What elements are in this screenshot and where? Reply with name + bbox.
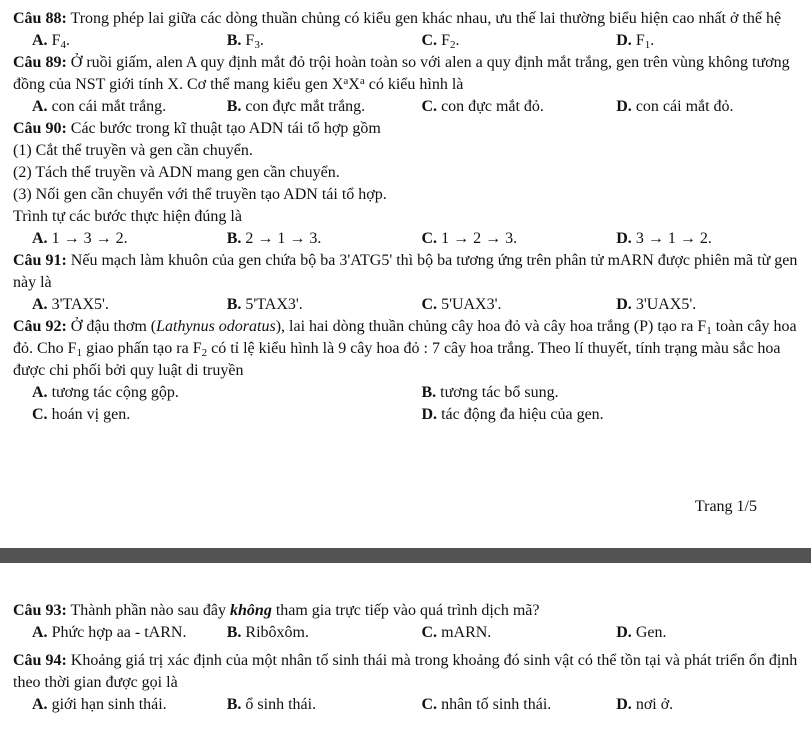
answer-options	[13, 694, 811, 716]
option-b[interactable]: B. Ribôxôm.	[226, 624, 309, 641]
step-3: (3) Nối gen cần chuyển với thể truyền tạo ADN tái tổ hợp.	[13, 186, 387, 203]
question-number: Câu 91:	[13, 252, 67, 269]
question-88	[0, 8, 811, 52]
question-number: Câu 90:	[13, 120, 67, 137]
option-d[interactable]: D. $F_1$.	[616, 32, 655, 51]
step-1: (1) Cắt thể truyền và gen cần chuyển.	[13, 142, 253, 159]
answer-options	[13, 294, 811, 316]
question-stem: Câu 94: Khoảng giá trị xác định của một nhân tố sinh thái mà trong khoảng đó sinh vật có thể tồn tại và phát triển ổn định theo thời gian được gọi là	[13, 652, 798, 691]
answer-options	[13, 622, 811, 644]
question-number: Câu 92:	[13, 318, 67, 335]
option-d[interactable]: D. 3 → 1 → 2.	[616, 230, 712, 247]
question-prompt: Trình tự các bước thực hiện đúng là	[13, 208, 242, 225]
option-b[interactable]: B. ổ sinh thái.	[226, 696, 317, 713]
option-a[interactable]: A. giới hạn sinh thái.	[32, 696, 167, 713]
question-stem: Câu 88: Trong phép lai giữa các dòng thuần chủng có kiểu gen khác nhau, ưu thế lai thường biểu hiện cao nhất ở thế hệ	[13, 10, 782, 27]
option-d[interactable]: D. 3'UAX5'.	[616, 296, 697, 313]
question-92	[0, 316, 811, 426]
answer-options	[13, 404, 811, 426]
option-c[interactable]: C. 1 → 2 → 3.	[421, 230, 518, 247]
page-divider	[0, 548, 811, 563]
step-2: (2) Tách thể truyền và ADN mang gen cần chuyển.	[13, 164, 340, 181]
option-c[interactable]: C. mARN.	[421, 624, 492, 641]
answer-options	[13, 228, 811, 250]
question-stem: Câu 91: Nếu mạch làm khuôn của gen chứa bộ ba 3'ATG5' thì bộ ba tương ứng trên phân tử mARN được phiên mã từ gen này là	[13, 252, 798, 291]
option-d[interactable]: D. con cái mắt đỏ.	[616, 98, 734, 115]
option-a[interactable]: A. $F_4$.	[32, 32, 70, 51]
answer-options	[13, 30, 811, 52]
question-91	[0, 250, 811, 316]
answer-options	[13, 382, 811, 404]
option-c[interactable]: C. hoán vị gen.	[32, 406, 131, 423]
option-b[interactable]: B. 5'TAX3'.	[226, 296, 303, 313]
option-b[interactable]: B. con đực mắt trắng.	[226, 98, 366, 115]
option-a[interactable]: A. Phức hợp aa - tARN.	[32, 624, 187, 641]
question-90	[0, 118, 811, 250]
option-a[interactable]: A. 1 → 3 → 2.	[32, 230, 128, 247]
question-89	[0, 52, 811, 118]
question-stem: Câu 92: Ở đậu thơm (Lathynus odoratus), lai hai dòng thuần chủng cây hoa đỏ và cây hoa trắng (P) tạo ra $F_1$ toàn cây hoa đỏ. Cho $F_1$ giao phấn tạo ra $F_2$ có tỉ lệ kiểu hình là 9 cây hoa đỏ : 7 cây hoa trắng. Theo lí thuyết, tính trạng màu sắc hoa được chi phối bởi quy luật di truyền	[13, 318, 797, 379]
question-stem: Câu 90: Các bước trong kĩ thuật tạo ADN tái tổ hợp gồm	[13, 120, 381, 137]
question-94	[0, 650, 811, 716]
question-93	[0, 600, 811, 644]
option-c[interactable]: C. 5'UAX3'.	[421, 296, 502, 313]
answer-options	[13, 96, 811, 118]
option-d[interactable]: D. Gen.	[616, 624, 667, 641]
exam-page-2	[0, 596, 811, 716]
question-stem: Câu 93: Thành phần nào sau đây không tham gia trực tiếp vào quá trình dịch mã?	[13, 602, 540, 619]
page-number: Trang 1/5	[694, 498, 757, 515]
question-number: Câu 93:	[13, 602, 67, 619]
option-b[interactable]: B. $F_3$.	[226, 32, 264, 51]
option-a[interactable]: A. tương tác cộng gộp.	[32, 384, 179, 401]
option-b[interactable]: B. tương tác bổ sung.	[421, 384, 559, 401]
option-a[interactable]: A. con cái mắt trắng.	[32, 98, 167, 115]
option-a[interactable]: A. 3'TAX5'.	[32, 296, 109, 313]
option-c[interactable]: C. nhân tố sinh thái.	[421, 696, 552, 713]
species-name: Lathynus odoratus	[156, 318, 276, 335]
option-b[interactable]: B. 2 → 1 → 3.	[226, 230, 322, 247]
question-number: Câu 89:	[13, 54, 67, 71]
page-gap	[0, 563, 811, 596]
option-d[interactable]: D. tác động đa hiệu của gen.	[421, 406, 604, 423]
option-c[interactable]: C. con đực mắt đỏ.	[421, 98, 544, 115]
emphasis-word: không	[230, 602, 272, 619]
option-c[interactable]: C. $F_2$.	[421, 32, 460, 51]
option-d[interactable]: D. nơi ở.	[616, 696, 674, 713]
question-number: Câu 88:	[13, 10, 67, 27]
question-stem: Câu 89: Ở ruồi giấm, alen A quy định mắt đỏ trội hoàn toàn so với alen a quy định mắt trắng, gen trên vùng không tương đồng của NST giới tính X. Cơ thể mang kiểu gen $X^aX^a$ có kiểu hình là	[13, 54, 790, 93]
question-number: Câu 94:	[13, 652, 67, 669]
